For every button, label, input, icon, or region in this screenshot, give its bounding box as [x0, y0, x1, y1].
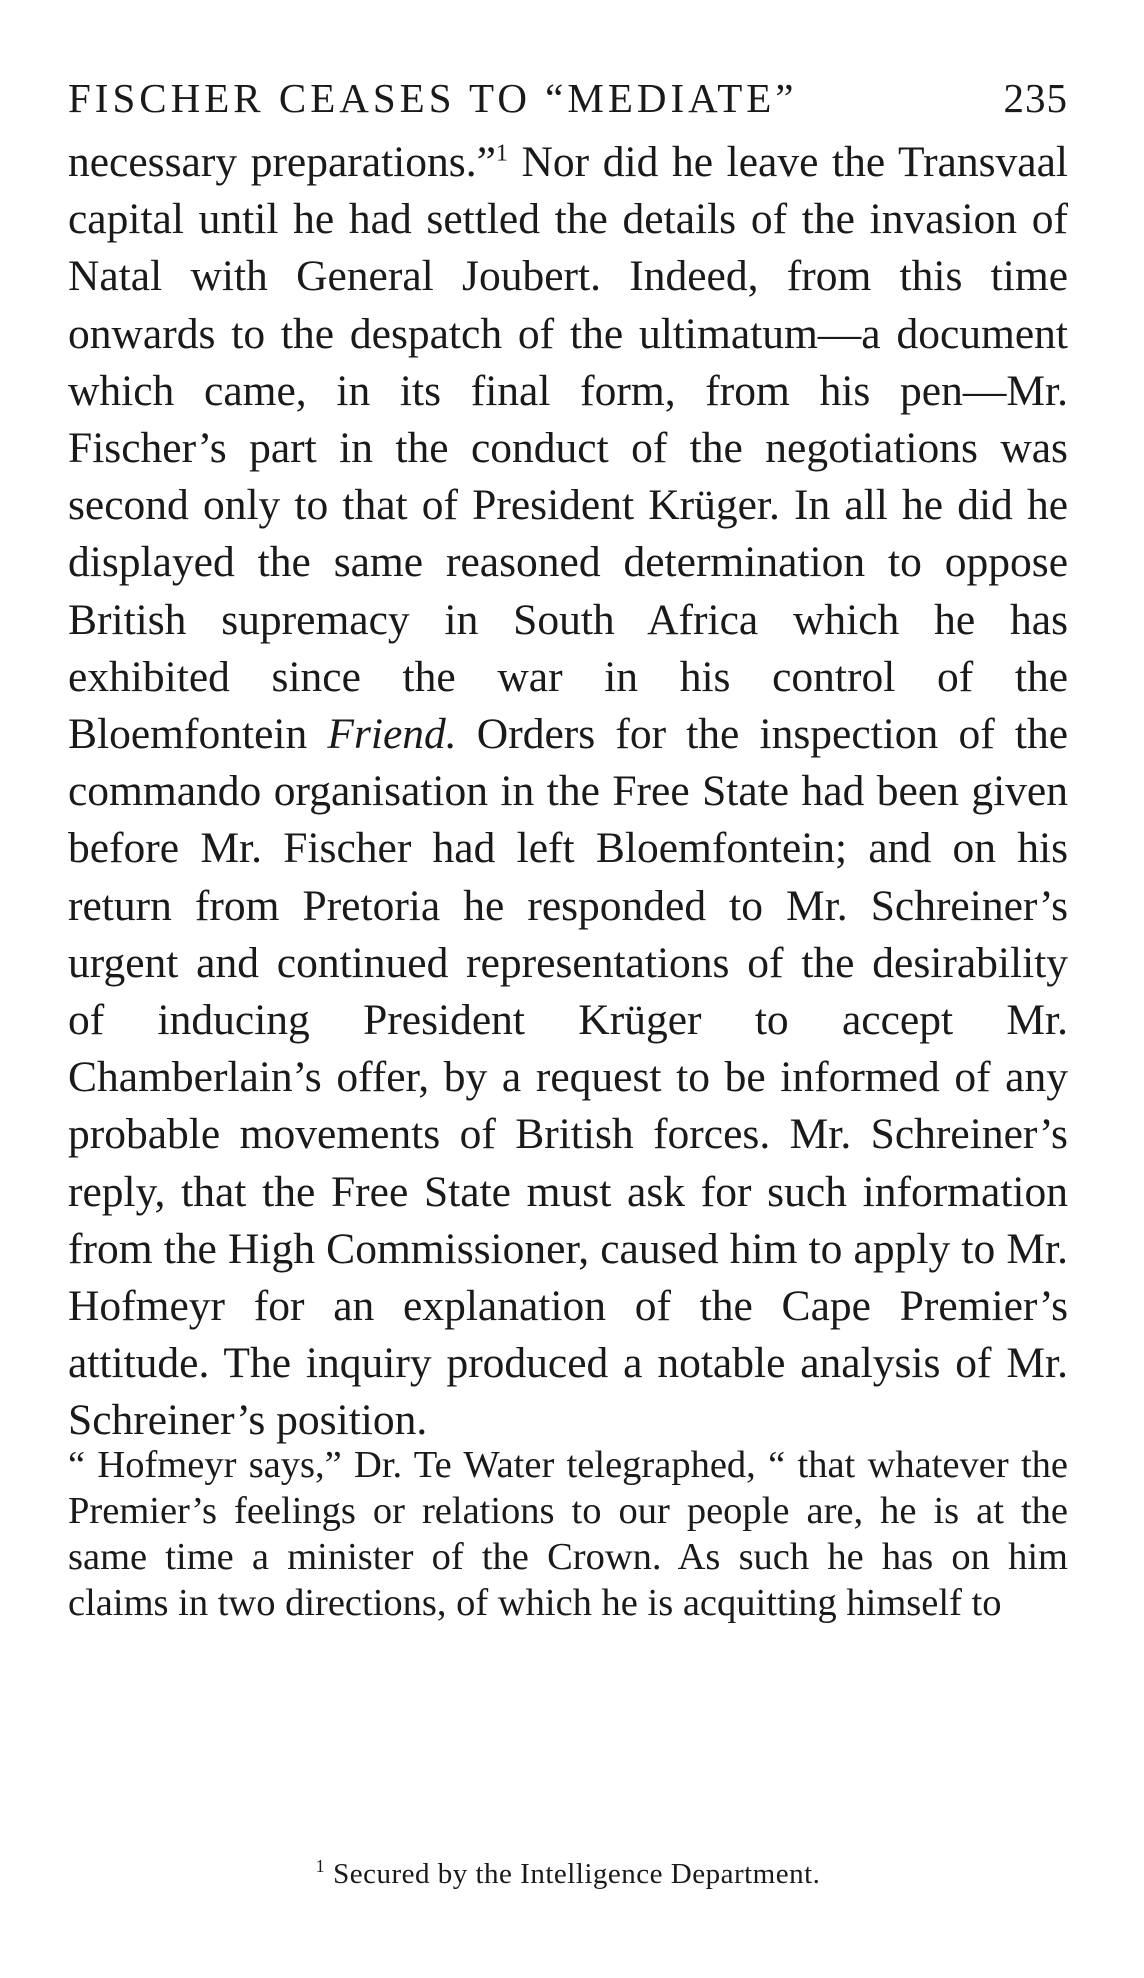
footnote	[68, 1858, 1068, 1891]
footnote-reference: 1	[495, 140, 508, 167]
footnote-marker: 1	[315, 1856, 326, 1877]
body-paragraph	[68, 134, 1068, 1450]
running-head	[68, 74, 1068, 134]
newspaper-title: Friend.	[327, 710, 457, 759]
quoted-paragraph: “ Hofmeyr says,” Dr. Te Water telegraphed, “ that whatever the Premier’s feelings or relations to our people are, he is at the same time a minister of the Crown. As such he has on him claims in two directions, of which he is acquitting himself to	[68, 1444, 1068, 1624]
footnote-text: Secured by the Intelligence Department.	[333, 1858, 821, 1890]
body-text-part-3: Orders for the inspection of the commando organisation in the Free State had been given before Mr. Fischer had left Bloemfontein; and on his return from Pretoria he responded to Mr. Schreiner’s urgent and continued representations of the desirability of inducing President Krüger to accept Mr. Chamberlain’s offer, by a request to be informed of any probable movements of British forces. Mr. Schreiner’s reply, that the Free State must ask for such information from the High Commissioner, caused him to apply to Mr. Hofmeyr for an explanation of the Cape Premier’s attitude. The inquiry produced a notable analysis of Mr. Schreiner’s position.	[68, 710, 1068, 1445]
body-text-part-1: necessary preparations.”	[68, 138, 496, 186]
book-page	[68, 74, 1068, 1890]
body-text-part-2: Nor did he leave the Transvaal capital until he had settled the details of the invasion of Natal with General Joubert. Indeed, from this time onwards to the despatch of the ultimatum—a document which came, in its final form, from his pen—Mr. Fischer’s part in the conduct of the negotiations was second only to that of President Krüger. In all he did he displayed the same reasoned determination to oppose British supremacy in South Africa which he has exhibited since the war in his control of the Bloemfontein	[68, 138, 1068, 759]
running-title: FISCHER CEASES TO “MEDIATE”	[68, 75, 798, 121]
page-number: 235	[1003, 75, 1068, 121]
